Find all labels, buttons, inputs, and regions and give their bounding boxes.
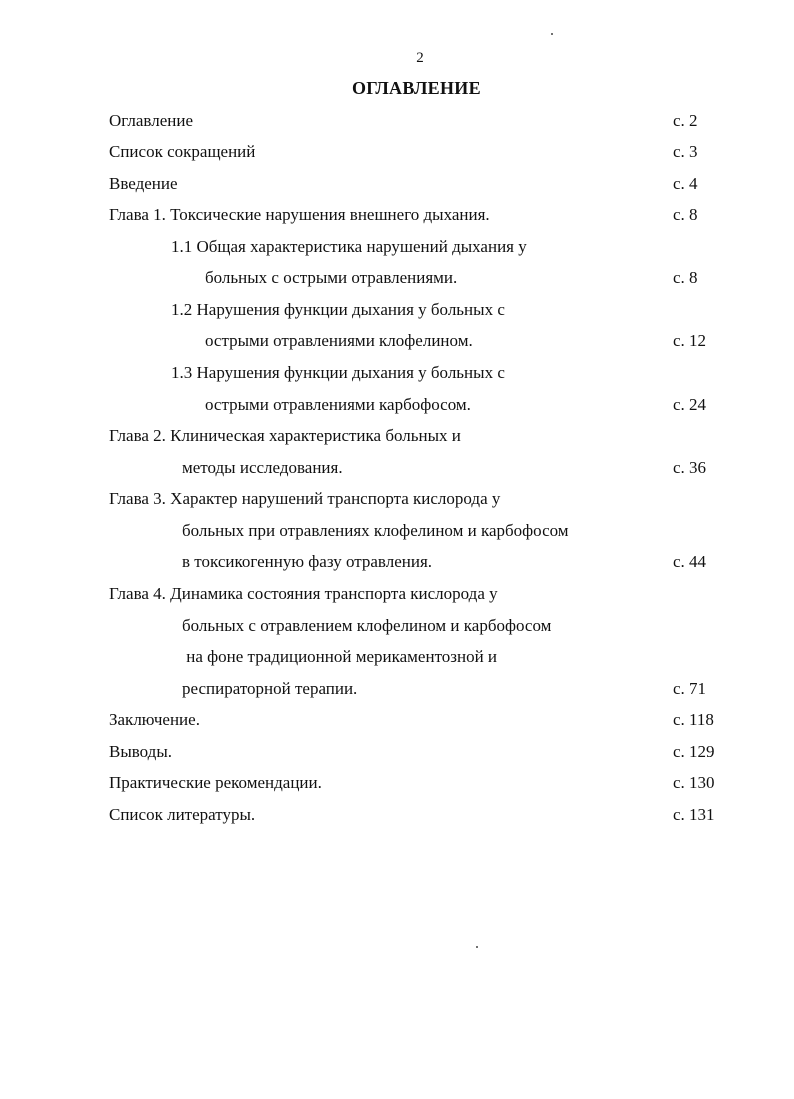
toc-entry-text: Глава 4. Динамика состояния транспорта кислорода у <box>109 584 498 603</box>
toc-entry <box>0 140 794 164</box>
toc-entry <box>0 519 794 543</box>
toc-entry-page: с. 24 <box>673 395 707 414</box>
toc-entry <box>0 487 794 511</box>
toc-entry-page: с. 44 <box>673 552 707 571</box>
toc-entry-text: Заключение. <box>109 710 200 729</box>
toc-entry-text: Глава 2. Клиническая характеристика больных и <box>109 426 461 445</box>
toc-entry-text: в токсикогенную фазу отравления. <box>182 552 433 571</box>
toc-entry-page: с. 118 <box>673 710 714 729</box>
toc-entry <box>0 708 794 732</box>
toc-entry <box>0 329 794 353</box>
toc-entry <box>0 298 794 322</box>
toc-entry-text: больных с острыми отравлениями. <box>205 268 458 287</box>
toc-entry-page: с. 71 <box>673 679 707 698</box>
toc-entry <box>0 172 794 196</box>
toc-entry-text: Практические рекомендации. <box>109 773 322 792</box>
toc-entry-text: Список литературы. <box>109 805 256 824</box>
toc-entry <box>0 456 794 480</box>
toc-entry <box>0 361 794 385</box>
toc-entry <box>0 109 794 133</box>
toc-entry-text: 1.3 Нарушения функции дыхания у больных с <box>171 363 505 382</box>
toc-entry-page: с. 3 <box>673 142 698 161</box>
toc-entry-text: острыми отравлениями клофелином. <box>205 331 473 350</box>
toc-entry-text: Выводы. <box>109 742 173 761</box>
toc-entry-text: методы исследования. <box>182 458 343 477</box>
page-number <box>46 50 794 67</box>
toc-entry-text: больных при отравлениях клофелином и карбофосом <box>182 521 569 540</box>
scan-speck <box>551 33 553 35</box>
toc-entry <box>0 203 794 227</box>
toc-entry-text: респираторной терапии. <box>182 679 358 698</box>
scan-speck <box>476 946 478 948</box>
toc-entry <box>0 677 794 701</box>
toc-entry <box>0 614 794 638</box>
toc-entry <box>0 393 794 417</box>
toc-entry-page: с. 131 <box>673 805 715 824</box>
toc-entry-page: с. 129 <box>673 742 715 761</box>
toc-entry-page: с. 8 <box>673 205 698 224</box>
toc-entry <box>0 424 794 448</box>
toc-entry <box>0 266 794 290</box>
toc-entry-text: больных с отравлением клофелином и карбофосом <box>182 616 552 635</box>
toc-entry <box>0 582 794 606</box>
toc-entry-page: с. 8 <box>673 268 698 287</box>
toc-entry-text: Глава 3. Характер нарушений транспорта кислорода у <box>109 489 501 508</box>
toc-entry-text: Глава 1. Токсические нарушения внешнего дыхания. <box>109 205 490 224</box>
toc-entry-page: с. 12 <box>673 331 707 350</box>
toc-entry-text: на фоне традиционной мерикаментозной и <box>182 647 498 666</box>
toc-entry-text: 1.2 Нарушения функции дыхания у больных с <box>171 300 505 319</box>
toc-entry-text: острыми отравлениями карбофосом. <box>205 395 471 414</box>
toc-entry <box>0 645 794 669</box>
toc-entry-page: с. 130 <box>673 773 715 792</box>
toc-entry-text: Введение <box>109 174 178 193</box>
toc-entry <box>0 771 794 795</box>
toc-entry <box>0 235 794 259</box>
toc-entry-text: 1.1 Общая характеристика нарушений дыхания у <box>171 237 527 256</box>
page-number-text: 2 <box>416 50 424 66</box>
toc-entry-page: с. 2 <box>673 111 698 130</box>
toc-entry-text: Оглавление <box>109 111 193 130</box>
toc-entry-page: с. 36 <box>673 458 707 477</box>
toc-entry-text: Список сокращений <box>109 142 256 161</box>
page-title: ОГЛАВЛЕНИЕ <box>352 78 481 98</box>
toc-entry-page: с. 4 <box>673 174 698 193</box>
toc-entry <box>0 550 794 574</box>
toc-entry <box>0 740 794 764</box>
toc-entry <box>0 803 794 827</box>
